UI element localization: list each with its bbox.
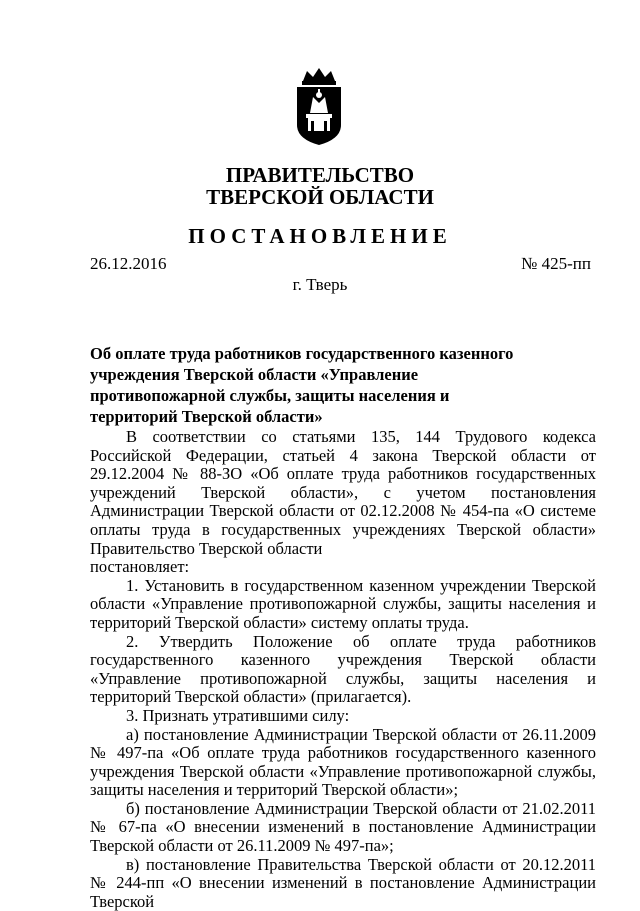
document-date: 26.12.2016 bbox=[90, 254, 167, 273]
body-paragraph-item-3: 3. Признать утратившими силу: bbox=[126, 705, 350, 725]
body-paragraph-resolves: постановляет: bbox=[90, 557, 190, 577]
document-city: г. Тверь bbox=[292, 275, 348, 294]
body-paragraph-item-3c: в) постановление Правительства Тверской области от 20.12.2011 № 244-пп «О внесении изменений в постановление Администрации Тверской bbox=[90, 854, 596, 911]
government-title-line2: ТВЕРСКОЙ ОБЛАСТИ bbox=[206, 185, 434, 209]
government-title-line1: ПРАВИТЕЛЬСТВО bbox=[225, 163, 415, 187]
body-paragraph-item-3b: б) постановление Администрации Тверской области от 21.02.2011 № 67-па «О внесении изменений в постановление Администрации Тверской области от 26.11.2009 № 497-па»; bbox=[90, 798, 596, 856]
tver-coat-of-arms-icon bbox=[291, 67, 347, 147]
document-body bbox=[90, 428, 596, 911]
document-number: № 425-пп bbox=[521, 254, 591, 273]
body-paragraph-item-3a: а) постановление Администрации Тверской области от 26.11.2009 № 497-па «Об оплате труда работников государственного казенного учреждения Тверской области «Управление противопожарной службы, защиты населения и территорий Тверской области»; bbox=[90, 724, 596, 800]
body-paragraph-item-1: 1. Установить в государственном казенном учреждении Тверской области «Управление противопожарной службы, защиты населения и территорий Тверской области» систему оплаты труда. bbox=[90, 575, 596, 632]
document-type-title: ПОСТАНОВЛЕНИЕ bbox=[188, 224, 452, 248]
document-subject: Об оплате труда работников государственного казенного учреждения Тверской области «Управление противопожарной службы, защиты населения и территорий Тверской области» bbox=[90, 344, 514, 426]
body-paragraph-item-2: 2. Утвердить Положение об оплате труда работников государственного казенного учреждения Тверской области «Управление противопожарной службы, защиты населения и территорий Тверской области» (прилагается). bbox=[90, 631, 596, 707]
body-paragraph-preamble: В соответствии со статьями 135, 144 Трудового кодекса Российской Федерации, статьей 4 закона Тверской области от 29.12.2004 № 88-ЗО «Об оплате труда работников государственных учреждений Тверской области», с учетом постановления Администрации Тверской области от 02.12.2008 № 454-па «О системе оплаты труда в государственных учреждениях Тверской области» Правительство Тверской области bbox=[90, 427, 596, 558]
